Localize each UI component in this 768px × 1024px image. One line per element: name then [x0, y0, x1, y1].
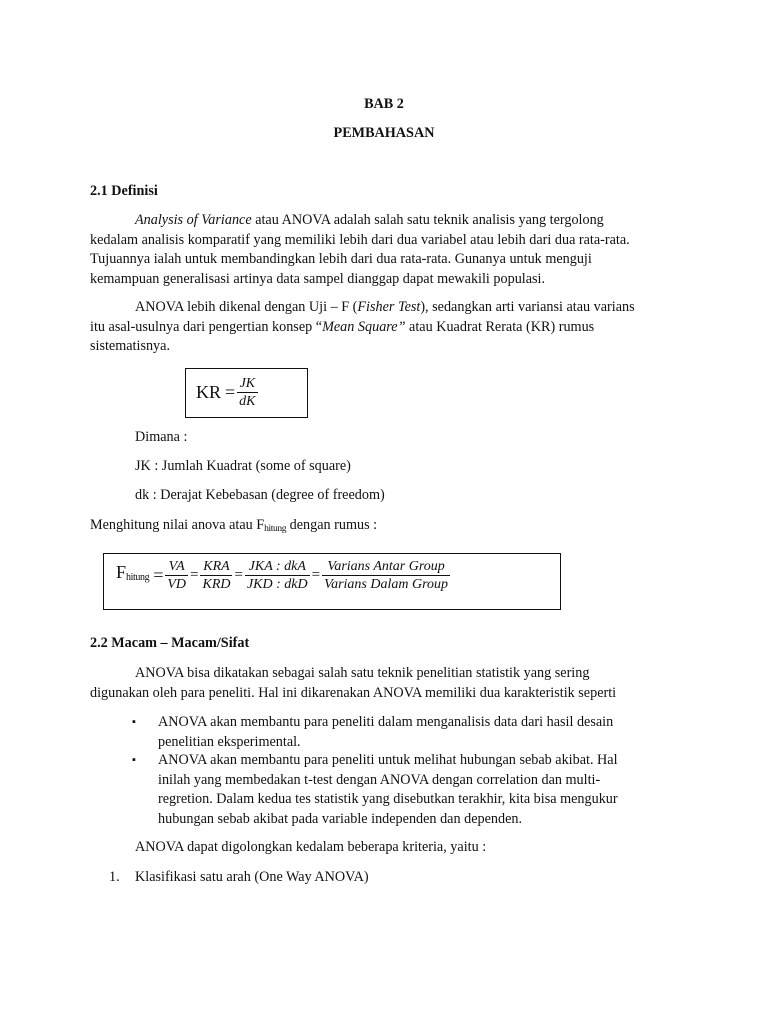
italic-term: Analysis of Variance: [135, 212, 252, 228]
paragraph-karakteristik: [90, 664, 680, 703]
denominator: KRD: [202, 577, 231, 592]
text-line: regretion. Dalam kedua tes statistik yang disebutkan terakhir, kita bisa mengukur: [158, 791, 618, 807]
text-line: sistematisnya.: [90, 338, 170, 354]
text-line: kemampuan generalisasi artinya data sampel dianggap dapat mewakili populasi.: [90, 270, 546, 287]
denominator: dK: [239, 394, 256, 409]
numerator: JKA : dkA: [245, 558, 310, 576]
subscript: hitung: [126, 572, 150, 584]
equals-sign: =: [311, 566, 321, 583]
text-run: itu asal-usulnya dari pengertian konsep “: [90, 318, 323, 335]
text-line: Tujuannya ialah untuk membandingkan lebih dari dua rata-rata. Gunanya untuk menguji: [90, 251, 592, 267]
bullet-marker: ▪: [132, 716, 136, 728]
equals-sign: =: [225, 381, 236, 402]
italic-term: Mean Square”: [322, 318, 406, 335]
equals-sign: =: [234, 566, 243, 583]
section-heading-definisi: 2.1 Definisi: [90, 183, 158, 199]
formula-lhs: $F_{hitung}$: [116, 562, 150, 584]
fraction: [237, 375, 257, 410]
text-run: atau ANOVA adalah salah satu teknik analisis yang tergolong: [251, 212, 604, 228]
text-run: ), sedangkan arti variansi atau varians: [420, 299, 635, 315]
dimana-label: Dimana :: [135, 429, 188, 445]
fraction: [200, 558, 232, 593]
formula-kr-box: [185, 368, 308, 418]
menghitung-line: [90, 516, 377, 540]
bullet-item: [158, 713, 668, 752]
formula-kr: [194, 375, 258, 410]
paragraph-anova-uji-f: [90, 298, 680, 357]
numerator: JK: [237, 375, 257, 393]
formula-fhitung: [114, 558, 450, 593]
italic-term: Fisher Test: [357, 299, 421, 315]
text-line: penelitian eksperimental.: [158, 733, 301, 750]
numerator: Varians Antar Group: [322, 558, 450, 576]
definition-jk: JK : Jumlah Kuadrat (some of square): [135, 458, 351, 474]
text-line: inilah yang membedakan t-test dengan ANOVA dengan correlation dan multi-: [158, 771, 601, 788]
fraction: [322, 558, 450, 593]
formula-fhitung-box: [103, 553, 561, 610]
text-run: atau Kuadrat Rerata (KR) rumus: [405, 318, 595, 335]
denominator: Varians Dalam Group: [324, 577, 449, 592]
text-line: ANOVA akan membantu para peneliti untuk melihat hubungan sebab akibat. Hal: [158, 752, 618, 768]
numerator: VA: [165, 558, 188, 576]
text-line: ANOVA akan membantu para peneliti dalam menganalisis data dari hasil desain: [158, 714, 614, 730]
subscript: hitung: [264, 524, 287, 534]
definition-dk: dk : Derajat Kebebasan (degree of freedom): [135, 487, 385, 503]
bullet-item: [158, 751, 668, 829]
denominator: JKD : dkD: [246, 577, 308, 592]
text-line: kedalam analisis komparatif yang memiliki lebih dari dua variabel atau lebih dari dua rata-rata.: [90, 231, 630, 248]
fraction: [165, 558, 188, 593]
list-number: 1.: [109, 869, 120, 885]
fraction: [245, 558, 310, 593]
equals-sign: =: [153, 564, 164, 585]
chapter-title: PEMBAHASAN: [333, 125, 435, 141]
paragraph-definisi: [90, 211, 680, 289]
text-run: ANOVA lebih dikenal dengan Uji – F (: [135, 299, 358, 315]
text-line: digunakan oleh para peneliti. Hal ini dikarenakan ANOVA memiliki dua karakteristik seperti: [90, 684, 617, 701]
text-run: dengan rumus :: [286, 517, 378, 533]
section-heading-macam: 2.2 Macam – Macam/Sifat: [90, 635, 250, 651]
paragraph-kriteria: ANOVA dapat digolongkan kedalam beberapa kriteria, yaitu :: [135, 839, 487, 855]
text-line: hubungan sebab akibat pada variable independen dan dependen.: [158, 810, 523, 827]
numerator: KRA: [200, 558, 232, 576]
bullet-marker: ▪: [132, 754, 136, 766]
list-item: Klasifikasi satu arah (One Way ANOVA): [135, 869, 369, 885]
denominator: VD: [167, 577, 187, 592]
formula-lhs: KR: [196, 381, 222, 402]
chapter-number: BAB 2: [364, 96, 404, 112]
equals-sign: =: [190, 566, 199, 583]
text-line: ANOVA bisa dikatakan sebagai salah satu teknik penelitian statistik yang sering: [135, 665, 590, 681]
text-run: Menghitung nilai anova atau F: [90, 517, 265, 533]
